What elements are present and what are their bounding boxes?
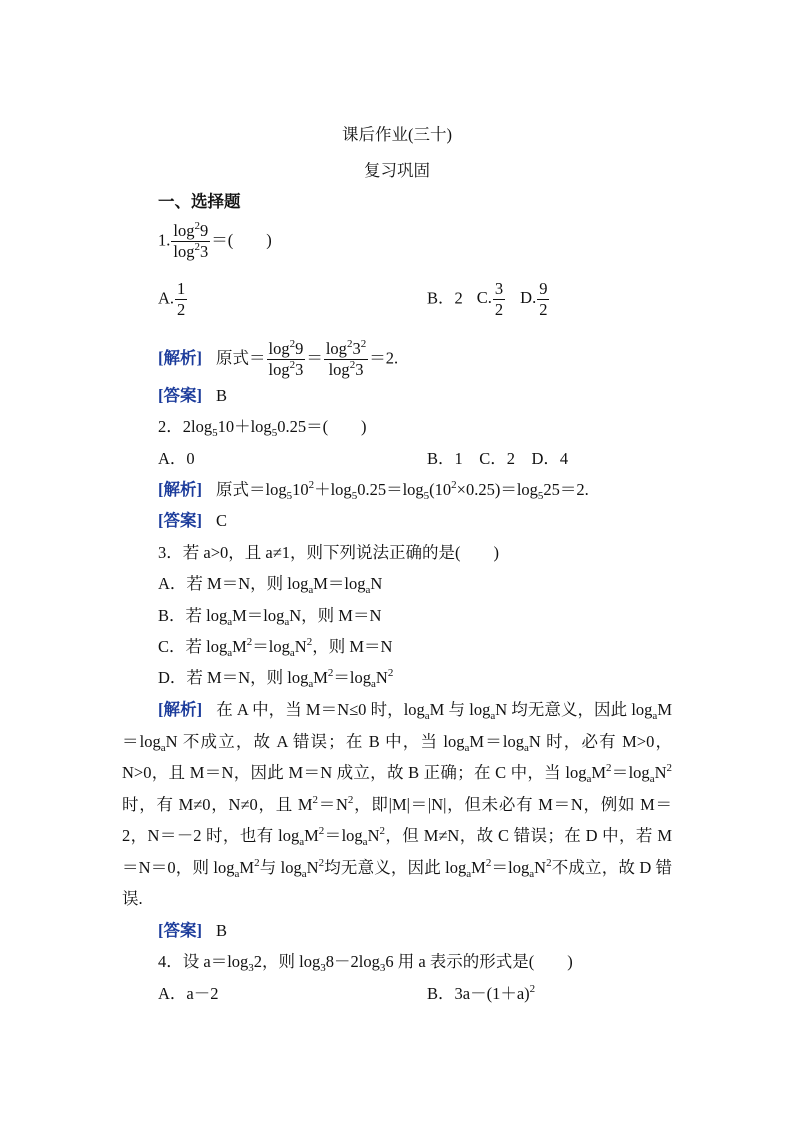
answer-tag: [答案]: [158, 511, 202, 530]
answer-tag: [答案]: [158, 386, 202, 405]
analysis-tag: [解析]: [158, 348, 202, 368]
q1-analysis: [解析] 原式＝ $\frac{\log^29}{\log^23}$ ＝ $\frac{\log^23^2}{\log^23}$ ＝2.: [158, 338, 399, 379]
q1-option-d: D. $\frac{9}{2}$: [520, 279, 548, 319]
q3-answer: [答案] B: [158, 921, 228, 940]
q2-answer: [答案] C: [158, 511, 228, 530]
q3-option-d: D．若 M＝N，则 $\log_aM^2=\log_aN^2$: [158, 667, 394, 690]
page-title: 课后作业(三十): [342, 125, 452, 144]
question-4-stem: 4．设 $a=\log_32$，则 $\log_38-2\log_36$ 用 a 表示的形式是( ): [158, 952, 573, 974]
q1-option-a: A. $\frac{1}{2}$: [158, 279, 186, 319]
q1-option-c: C. $\frac{3}{2}$: [476, 279, 504, 319]
q4-option-a: A．a－2: [158, 984, 219, 1003]
q4-option-b: B．$3a-(1+a)^2$: [427, 983, 536, 1003]
question-1-stem: 1. $\frac{\log^29}{\log^23}$ ＝( ): [158, 220, 272, 261]
section-heading: 一、选择题: [158, 192, 241, 211]
analysis-tag: [解析]: [158, 480, 202, 499]
q1-options-bcd: [427, 280, 550, 319]
q2-options-bcd: B．1 C．2 D．4: [427, 449, 569, 468]
q1-option-b: B．2: [427, 288, 463, 308]
question-3-stem: 3．若 a>0，且 a≠1，则下列说法正确的是( ): [158, 543, 499, 562]
q3-option-a: A．若 M＝N，则 $\log_aM=\log_aN$: [158, 574, 383, 596]
question-2-stem: 2．$2\log_510+\log_50.25=$( ): [158, 417, 367, 439]
q2-analysis: [解析] 原式$=\log_510^2+\log_50.25=\log_5(10^2\times 0.25)=\log_525=2$.: [158, 479, 589, 502]
q3-option-b: B．若 $\log_aM=\log_aN$，则 M＝N: [158, 606, 382, 628]
q1-fraction: $\frac{\log^29}{\log^23}$: [173, 220, 209, 261]
analysis-tag: [解析]: [158, 700, 203, 719]
page-subtitle: 复习巩固: [364, 161, 430, 180]
answer-tag: [答案]: [158, 921, 202, 940]
q3-option-c: C．若 $\log_aM^2=\log_aN^2$，则 M＝N: [158, 636, 393, 659]
q3-analysis: [解析] 在 A 中，当 M＝N≤0 时，$\log_aM$ 与 $\log_aN$ 均无意义，因此 $\log_aM=\log_aN$ 不成立，故 A 错误；在 B 中，当 $\log_aM=\log_aN$ 时，必有 M>0，N>0，且 M＝N，因此 M＝N 成立，故 B 正确；在 C 中，当 $\log_aM^2=\log_aN^2$时，有 M≠0，N≠0，且 $M^2=N^2$，即|M|＝|N|，但未必有 M＝N，例如 M＝2，N＝－2 时，也有 $\log_aM^2=\log_aN^2$，但 M≠N，故 C 错误；在 D 中，若 M＝N＝0，则 $\log_aM^2$与 $\log_aN^2$均无意义，因此 $\log_aM^2=\log_aN^2$不成立，故 D 错误.: [122, 700, 673, 908]
q1-answer: [答案] B: [158, 386, 228, 405]
q2-option-a: A．0: [158, 449, 195, 468]
